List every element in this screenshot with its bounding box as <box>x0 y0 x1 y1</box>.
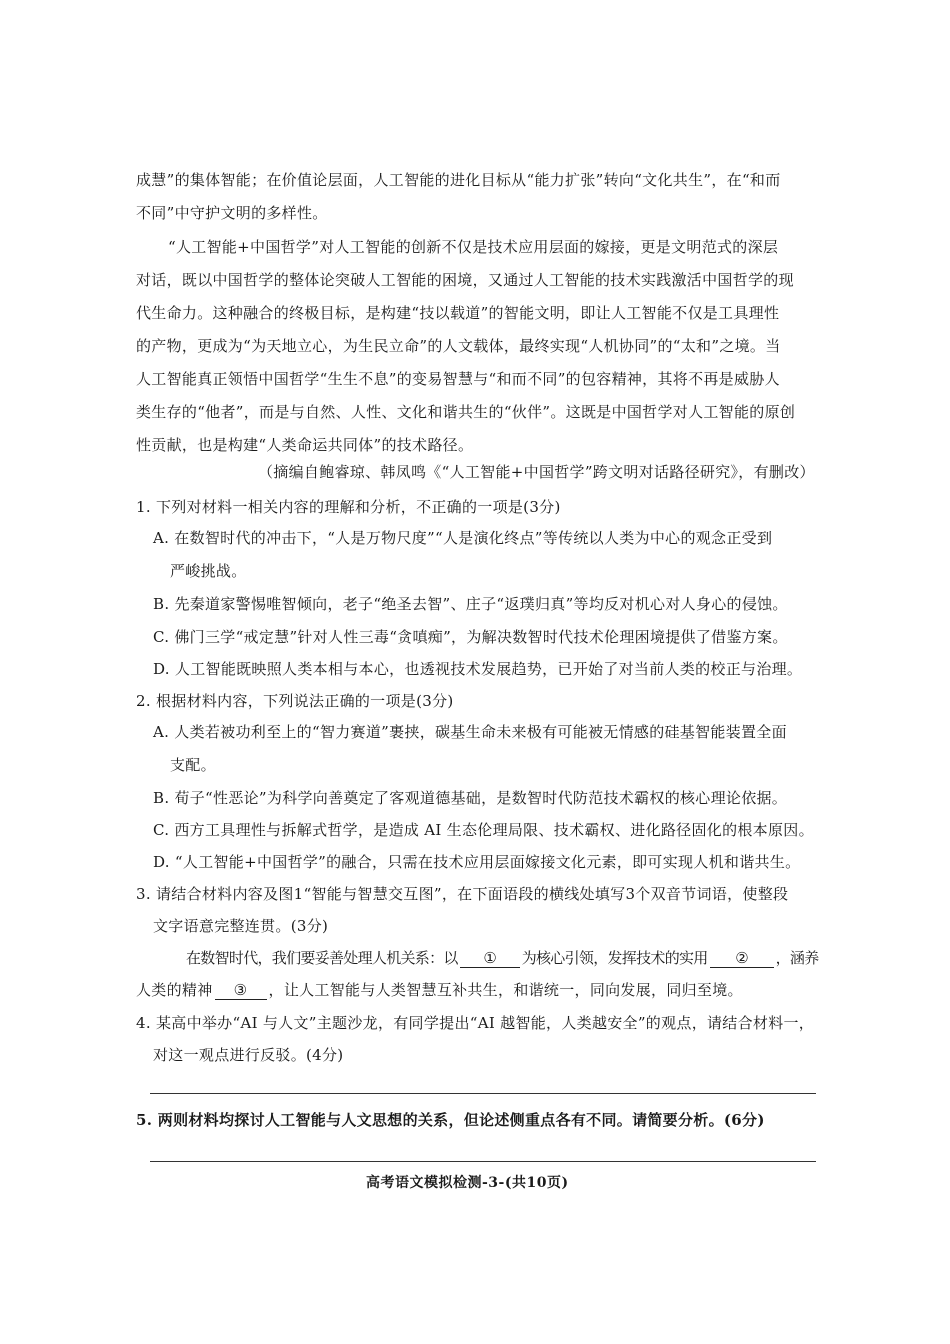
question-3-paragraph <box>186 948 819 968</box>
question-4-stem: 4. 某高中举办“AI 与人文”主题沙龙，有同学提出“AI 越智能，人类越安全”的观点，请结合材料一， <box>136 1014 815 1032</box>
question-1-option-a-cont: 严峻挑战。 <box>170 562 247 580</box>
material-line: 类生存的“他者”，而是与自然、人性、文化和谐共生的“伙伴”。这既是中国哲学对人工智能的原创 <box>136 403 796 421</box>
question-2-option-a: A. 人类若被功利至上的“智力赛道”裹挟，碳基生命未来极有可能被无情感的硅基智能装置全面 <box>153 723 787 741</box>
material-line: 不同”中守护文明的多样性。 <box>136 204 328 222</box>
question-2-option-a-cont: 支配。 <box>170 756 216 774</box>
material-line: 性贡献，也是构建“人类命运共同体”的技术路径。 <box>136 436 474 454</box>
fill-blank-3[interactable]: ③ <box>215 981 267 1000</box>
question-2-option-d: D. “人工智能+中国哲学”的融合，只需在技术应用层面嫁接文化元素，即可实现人机和谐共生。 <box>153 853 801 871</box>
question-3-stem: 3. 请结合材料内容及图1“智能与智慧交互图”，在下面语段的横线处填写3个双音节词语，使整段 <box>136 885 789 903</box>
material-line: 人工智能真正领悟中国哲学“生生不息”的变易智慧与“和而不同”的包容精神，其将不再是威胁人 <box>136 370 780 388</box>
material-source: （摘编自鲍睿琼、韩凤鸣《“人工智能+中国哲学”跨文明对话路径研究》，有删改） <box>258 463 815 481</box>
question-1-stem: 1. 下列对材料一相关内容的理解和分析，不正确的一项是(3分) <box>136 498 561 516</box>
question-3-text: ，让人工智能与人类智慧互补共生，和谐统一，同向发展，同归至境。 <box>268 981 743 999</box>
material-line: 对话，既以中国哲学的整体论突破人工智能的困境，又通过人工智能的技术实践激活中国哲学的现 <box>136 271 794 289</box>
material-line: 成慧”的集体智能；在价值论层面，人工智能的进化目标从“能力扩张”转向“文化共生”，在“和而 <box>136 171 781 189</box>
question-3-text: 人类的精神 <box>136 981 213 999</box>
question-1-option-c: C. 佛门三学“戒定慧”针对人性三毒“贪嗔痴”，为解决数智时代技术伦理困境提供了借鉴方案。 <box>153 628 788 646</box>
material-line: 代生命力。这种融合的终极目标，是构建“技以载道”的智能文明，即让人工智能不仅是工具理性 <box>136 304 780 322</box>
question-3-text: 为核心引领，发挥技术的实用 <box>521 949 708 967</box>
question-5-stem: 5. 两则材料均探讨人工智能与人文思想的关系，但论述侧重点各有不同。请简要分析。(6分) <box>136 1111 765 1129</box>
answer-line-q4[interactable] <box>150 1093 816 1094</box>
fill-blank-2[interactable]: ② <box>710 949 774 968</box>
page-footer: 高考语文模拟检测-3-(共10页) <box>366 1175 569 1191</box>
question-3-text: ，涵养 <box>775 949 819 967</box>
question-3-text: 在数智时代，我们要妥善处理人机关系：以 <box>186 949 458 967</box>
material-line: “人工智能+中国哲学”对人工智能的创新不仅是技术应用层面的嫁接，更是文明范式的深层 <box>168 238 779 256</box>
question-3-paragraph-cont <box>136 980 743 1000</box>
question-4-stem-cont: 对这一观点进行反驳。(4分) <box>153 1046 344 1064</box>
question-3-stem-cont: 文字语意完整连贯。(3分) <box>153 917 329 935</box>
question-2-stem: 2. 根据材料内容，下列说法正确的一项是(3分) <box>136 692 454 710</box>
fill-blank-1[interactable]: ① <box>460 949 520 968</box>
answer-line-q5[interactable] <box>150 1161 816 1162</box>
question-1-option-b: B. 先秦道家警惕唯智倾向，老子“绝圣去智”、庄子“返璞归真”等均反对机心对人身心的侵蚀。 <box>153 595 788 613</box>
question-1-option-d: D. 人工智能既映照人类本相与本心，也透视技术发展趋势，已开始了对当前人类的校正与治理。 <box>153 660 803 678</box>
question-1-option-a: A. 在数智时代的冲击下，“人是万物尺度”“人是演化终点”等传统以人类为中心的观念正受到 <box>153 529 773 547</box>
material-line: 的产物，更成为“为天地立心，为生民立命”的人文载体，最终实现“人机协同”的“太和”之境。当 <box>136 337 781 355</box>
question-2-option-b: B. 荀子“性恶论”为科学向善奠定了客观道德基础，是数智时代防范技术霸权的核心理论依据。 <box>153 789 788 807</box>
question-2-option-c: C. 西方工具理性与拆解式哲学，是造成 AI 生态伦理局限、技术霸权、进化路径固化的根本原因。 <box>153 821 814 839</box>
